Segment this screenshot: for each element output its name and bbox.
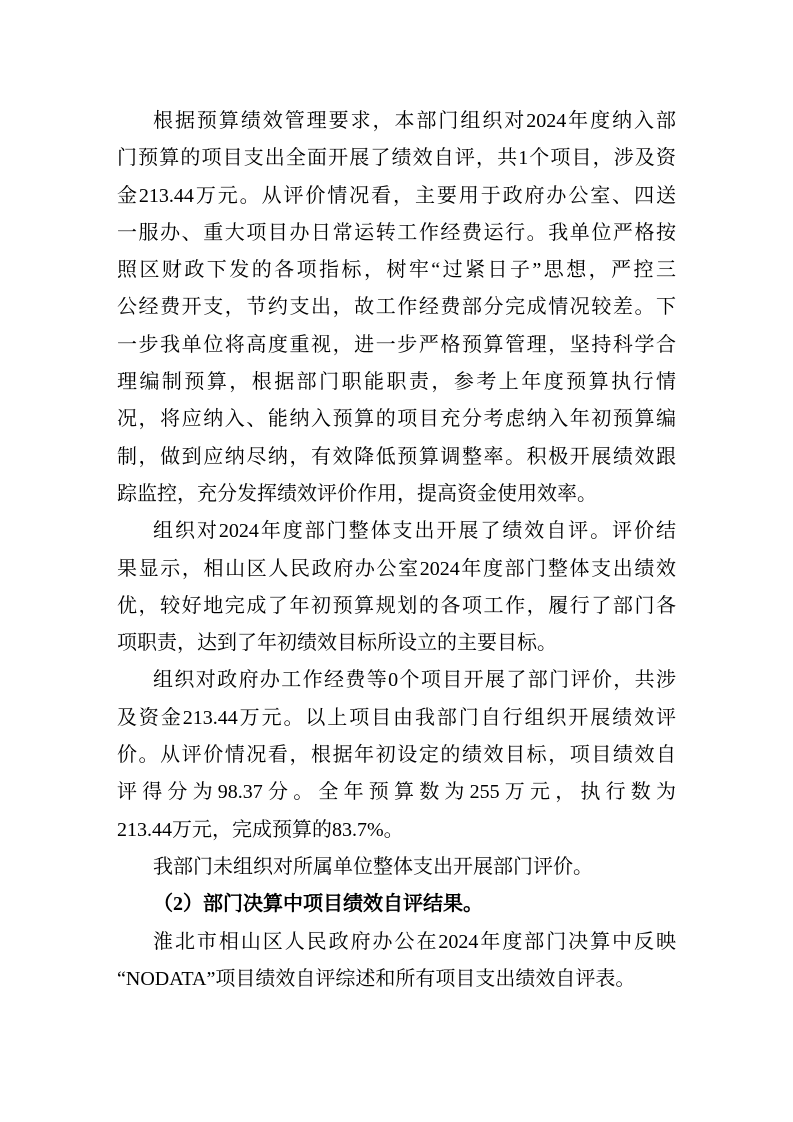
text-line: 根据预算绩效管理要求，本部门组织对2024年度纳入部 <box>153 110 676 132</box>
text-line: 门预算的项目支出全面开展了绩效自评，共1个项目，涉及资 <box>117 147 676 170</box>
text-line: 组织对政府办工作经费等0个项目开展了部门评价，共涉 <box>153 669 676 692</box>
text-line: 价。从评价情况看，根据年初设定的绩效目标，项目绩效自 <box>117 744 676 767</box>
text-line: 评得分为98.37分。全年预算数为255万元，执行数为 <box>117 781 676 804</box>
text-line: 况，将应纳入、能纳入预算的项目充分考虑纳入年初预算编 <box>117 408 676 431</box>
text-line: 淮北市相山区人民政府办公在2024年度部门决算中反映 <box>153 930 676 953</box>
paragraph-department-evaluation <box>117 662 676 848</box>
text-line: “NODATA”项目绩效自评综述和所有项目支出绩效自评表。 <box>117 967 636 990</box>
text-line: 213.44万元，完成预算的83.7%。 <box>117 818 404 841</box>
text-line: 照区财政下发的各项指标，树牢“过紧日子”思想，严控三 <box>117 259 676 282</box>
text-line: 理编制预算，根据部门职能职责，参考上年度预算执行情 <box>117 371 676 394</box>
text-line: 及资金213.44万元。以上项目由我部门自行组织开展绩效评 <box>117 706 676 729</box>
paragraph-final-accounts-disclosure <box>117 924 676 999</box>
text-line: 金213.44万元。从评价情况看，主要用于政府办公室、四送 <box>117 184 676 207</box>
section-heading-final-accounts-results <box>117 886 676 923</box>
text-line: 公经费开支，节约支出，故工作经费部分完成情况较差。下 <box>117 296 676 319</box>
text-line: 踪监控，充分发挥绩效评价作用，提高资金使用效率。 <box>117 482 597 505</box>
text-line: 我部门未组织对所属单位整体支出开展部门评价。 <box>153 855 593 878</box>
text-line: 一步我单位将高度重视，进一步严格预算管理，坚持科学合 <box>117 333 676 356</box>
paragraph-project-self-evaluation <box>117 103 676 513</box>
text-line: 优，较好地完成了年初预算规划的各项工作，履行了部门各 <box>117 594 676 617</box>
text-line: 果显示，相山区人民政府办公室2024年度部门整体支出绩效 <box>117 557 676 580</box>
text-line: 一服办、重大项目办日常运转工作经费运行。我单位严格按 <box>117 221 676 244</box>
document-body <box>117 103 676 998</box>
text-line: 制，做到应纳尽纳，有效降低预算调整率。积极开展绩效跟 <box>117 445 676 468</box>
paragraph-subordinate-units <box>117 849 676 886</box>
section-heading-text: （2）部门决算中项目绩效自评结果。 <box>153 893 483 916</box>
text-line: 组织对2024年度部门整体支出开展了绩效自评。评价结 <box>153 520 676 543</box>
paragraph-overall-expenditure-evaluation <box>117 513 676 662</box>
text-line: 项职责，达到了年初绩效目标所设立的主要目标。 <box>117 632 557 655</box>
